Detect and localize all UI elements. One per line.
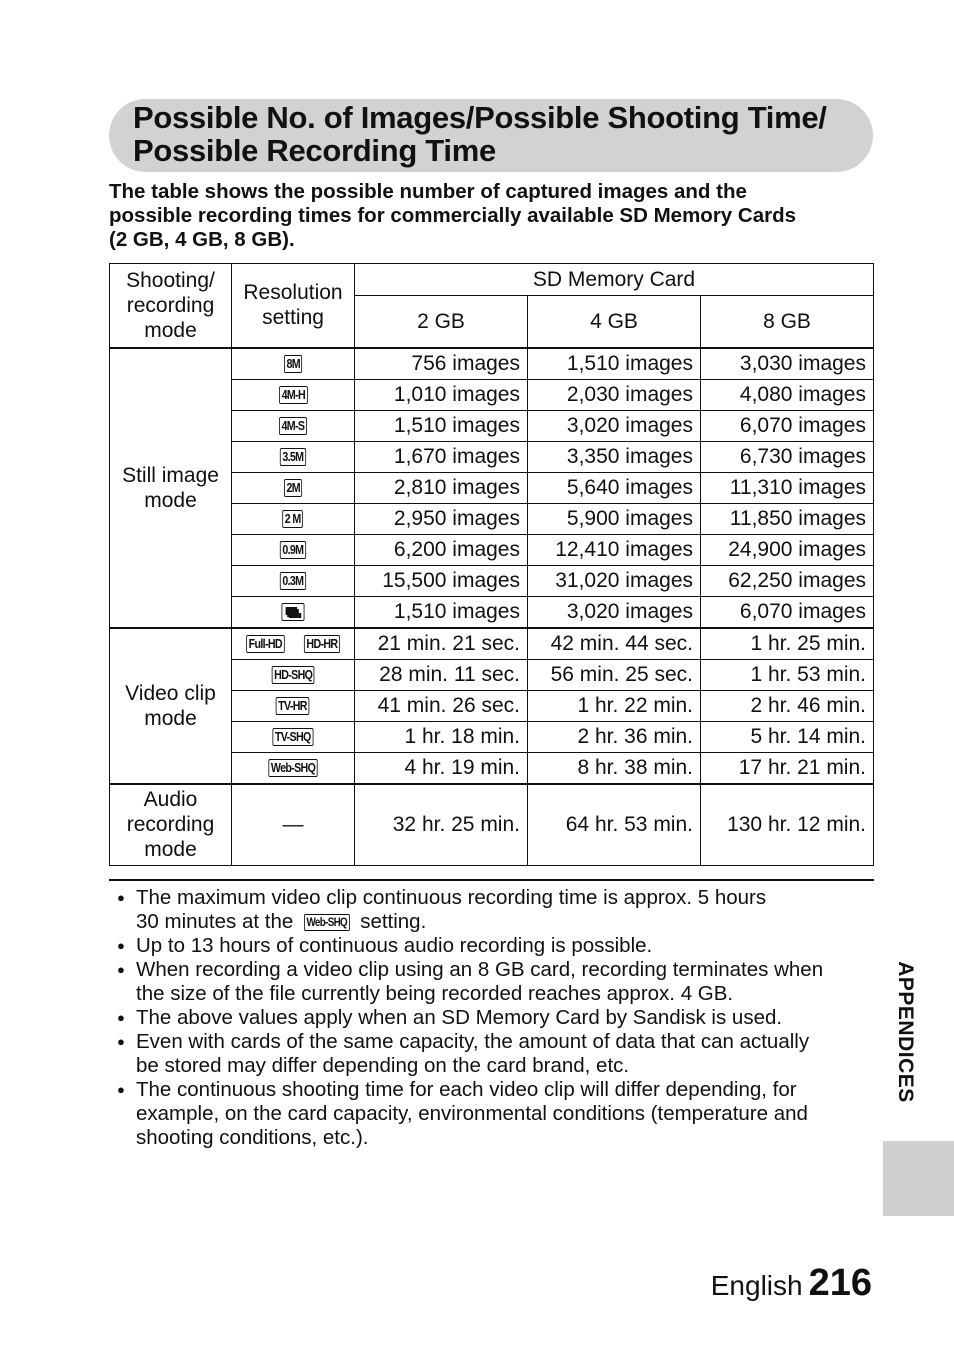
tv-shq-icon: TV-SHQ bbox=[273, 728, 314, 746]
mode-cell: Still image mode bbox=[110, 348, 232, 628]
table-cell: 5,900 images bbox=[528, 503, 701, 534]
table-cell: 2 hr. 46 min. bbox=[701, 690, 874, 721]
table-cell: 6,070 images bbox=[701, 596, 874, 628]
list-item: ● The maximum video clip continuous recording time is approx. 5 hours 30 minutes at the Web-SHQ setting. bbox=[109, 886, 879, 934]
notes-list bbox=[109, 886, 879, 1150]
table-cell: 5 hr. 14 min. bbox=[701, 721, 874, 752]
table-row bbox=[110, 348, 874, 380]
table-cell: 3,350 images bbox=[528, 441, 701, 472]
footer-language: English bbox=[710, 1270, 803, 1301]
intro-paragraph bbox=[109, 180, 879, 252]
resolution-cell bbox=[232, 441, 355, 472]
table-cell: 1 hr. 25 min. bbox=[701, 628, 874, 660]
table-bottom-rule bbox=[109, 879, 874, 881]
mode-cell: Video clip mode bbox=[110, 628, 232, 784]
table-cell: 11,850 images bbox=[701, 503, 874, 534]
page-footer bbox=[711, 1262, 872, 1305]
list-item: ● Up to 13 hours of continuous audio recording is possible. bbox=[109, 934, 879, 958]
table-cell: 2 hr. 36 min. bbox=[528, 721, 701, 752]
table-cell: 17 hr. 21 min. bbox=[701, 752, 874, 784]
table-cell: 4,080 images bbox=[701, 379, 874, 410]
header-2gb: 2 GB bbox=[355, 296, 528, 348]
intro-line-3: (2 GB, 4 GB, 8 GB). bbox=[109, 228, 295, 251]
resolution-2m-wide-icon: 2M bbox=[284, 479, 302, 497]
table-cell: 24,900 images bbox=[701, 534, 874, 565]
section-side-label bbox=[894, 960, 917, 1103]
capacity-table bbox=[109, 263, 874, 866]
header-sd-memory-card: SD Memory Card bbox=[355, 264, 874, 296]
table-cell: 1,510 images bbox=[355, 410, 528, 441]
resolution-cell bbox=[232, 752, 355, 784]
resolution-0-9m-icon: 0.9M bbox=[280, 541, 306, 559]
table-cell: 1,670 images bbox=[355, 441, 528, 472]
tv-hr-icon: TV-HR bbox=[276, 697, 310, 715]
resolution-cell bbox=[232, 503, 355, 534]
header-8gb: 8 GB bbox=[701, 296, 874, 348]
table-cell: 6,730 images bbox=[701, 441, 874, 472]
table-cell: 1 hr. 22 min. bbox=[528, 690, 701, 721]
page-number: 216 bbox=[808, 1262, 872, 1304]
cell-audio-4gb: 64 hr. 53 min. bbox=[528, 784, 701, 866]
list-item: ● The above values apply when an SD Memory Card by Sandisk is used. bbox=[109, 1006, 879, 1030]
resolution-cell bbox=[232, 721, 355, 752]
table-cell: 11,310 images bbox=[701, 472, 874, 503]
table-cell: 4 hr. 19 min. bbox=[355, 752, 528, 784]
table-row-audio bbox=[110, 784, 874, 866]
resolution-cell bbox=[232, 410, 355, 441]
table-cell: 756 images bbox=[355, 348, 528, 380]
resolution-audio: — bbox=[232, 784, 355, 866]
table-cell: 8 hr. 38 min. bbox=[528, 752, 701, 784]
hd-hr-icon: HD-HR bbox=[304, 635, 340, 653]
table-cell: 1,010 images bbox=[355, 379, 528, 410]
table-cell: 15,500 images bbox=[355, 565, 528, 596]
table-cell: 31,020 images bbox=[528, 565, 701, 596]
resolution-cell bbox=[232, 628, 355, 660]
table-cell: 5,640 images bbox=[528, 472, 701, 503]
list-item: ● Even with cards of the same capacity, the amount of data that can actually be stored may differ depending on the card brand, etc. bbox=[109, 1030, 879, 1078]
resolution-cell bbox=[232, 534, 355, 565]
hd-shq-icon: HD-SHQ bbox=[271, 666, 314, 684]
table-cell: 3,020 images bbox=[528, 596, 701, 628]
table-cell: 1,510 images bbox=[528, 348, 701, 380]
table-cell: 12,410 images bbox=[528, 534, 701, 565]
table-cell: 28 min. 11 sec. bbox=[355, 659, 528, 690]
table-cell: 6,070 images bbox=[701, 410, 874, 441]
resolution-8m-icon: 8M bbox=[284, 355, 302, 373]
resolution-3-5m-icon: 3.5M bbox=[280, 448, 306, 466]
table-cell: 56 min. 25 sec. bbox=[528, 659, 701, 690]
full-hd-icon: Full-HD bbox=[246, 635, 284, 653]
resolution-cell bbox=[232, 565, 355, 596]
cell-audio-2gb: 32 hr. 25 min. bbox=[355, 784, 528, 866]
list-item: ● The continuous shooting time for each video clip will differ depending, for example, on the card capacity, environmental conditions (temperature and shooting conditions, etc.). bbox=[109, 1078, 879, 1150]
resolution-cell bbox=[232, 690, 355, 721]
resolution-cell bbox=[232, 659, 355, 690]
resolution-4m-h-icon: 4M-H bbox=[279, 386, 307, 404]
header-4gb: 4 GB bbox=[528, 296, 701, 348]
title-banner bbox=[109, 99, 873, 172]
table-cell: 62,250 images bbox=[701, 565, 874, 596]
table-cell: 1 hr. 53 min. bbox=[701, 659, 874, 690]
side-label-text: APPENDICES bbox=[894, 961, 917, 1103]
resolution-4m-s-icon: 4M-S bbox=[279, 417, 307, 435]
resolution-0-3m-icon: 0.3M bbox=[280, 572, 306, 590]
sequential-shot-icon bbox=[282, 603, 305, 621]
header-resolution: Resolution setting bbox=[232, 264, 355, 348]
table-row bbox=[110, 628, 874, 660]
web-shq-icon: Web-SHQ bbox=[304, 914, 350, 931]
intro-line-1: The table shows the possible number of captured images and the bbox=[109, 180, 747, 203]
header-mode: Shooting/ recording mode bbox=[110, 264, 232, 348]
table-cell: 6,200 images bbox=[355, 534, 528, 565]
intro-line-2: possible recording times for commercially available SD Memory Cards bbox=[109, 204, 797, 227]
table-cell: 3,030 images bbox=[701, 348, 874, 380]
resolution-2m-icon: 2 M bbox=[283, 510, 304, 528]
mode-audio: Audio recording mode bbox=[110, 784, 232, 866]
list-item: ● When recording a video clip using an 8 GB card, recording terminates when the size of the file currently being recorded reaches approx. 4 GB. bbox=[109, 958, 879, 1006]
resolution-cell bbox=[232, 472, 355, 503]
cell-audio-8gb: 130 hr. 12 min. bbox=[701, 784, 874, 866]
table-cell: 41 min. 26 sec. bbox=[355, 690, 528, 721]
section-side-tab bbox=[883, 1141, 954, 1216]
page-title-line-1: Possible No. of Images/Possible Shooting Time/ bbox=[133, 100, 827, 135]
table-cell: 2,030 images bbox=[528, 379, 701, 410]
web-shq-icon: Web-SHQ bbox=[268, 759, 317, 777]
table-cell: 2,950 images bbox=[355, 503, 528, 534]
table-cell: 21 min. 21 sec. bbox=[355, 628, 528, 660]
table-body bbox=[110, 348, 874, 784]
resolution-cell bbox=[232, 596, 355, 628]
table-cell: 1 hr. 18 min. bbox=[355, 721, 528, 752]
table-cell: 42 min. 44 sec. bbox=[528, 628, 701, 660]
table-cell: 3,020 images bbox=[528, 410, 701, 441]
table-cell: 1,510 images bbox=[355, 596, 528, 628]
resolution-cell bbox=[232, 348, 355, 380]
resolution-cell bbox=[232, 379, 355, 410]
table-cell: 2,810 images bbox=[355, 472, 528, 503]
page-title-line-2: Possible Recording Time bbox=[133, 133, 496, 168]
